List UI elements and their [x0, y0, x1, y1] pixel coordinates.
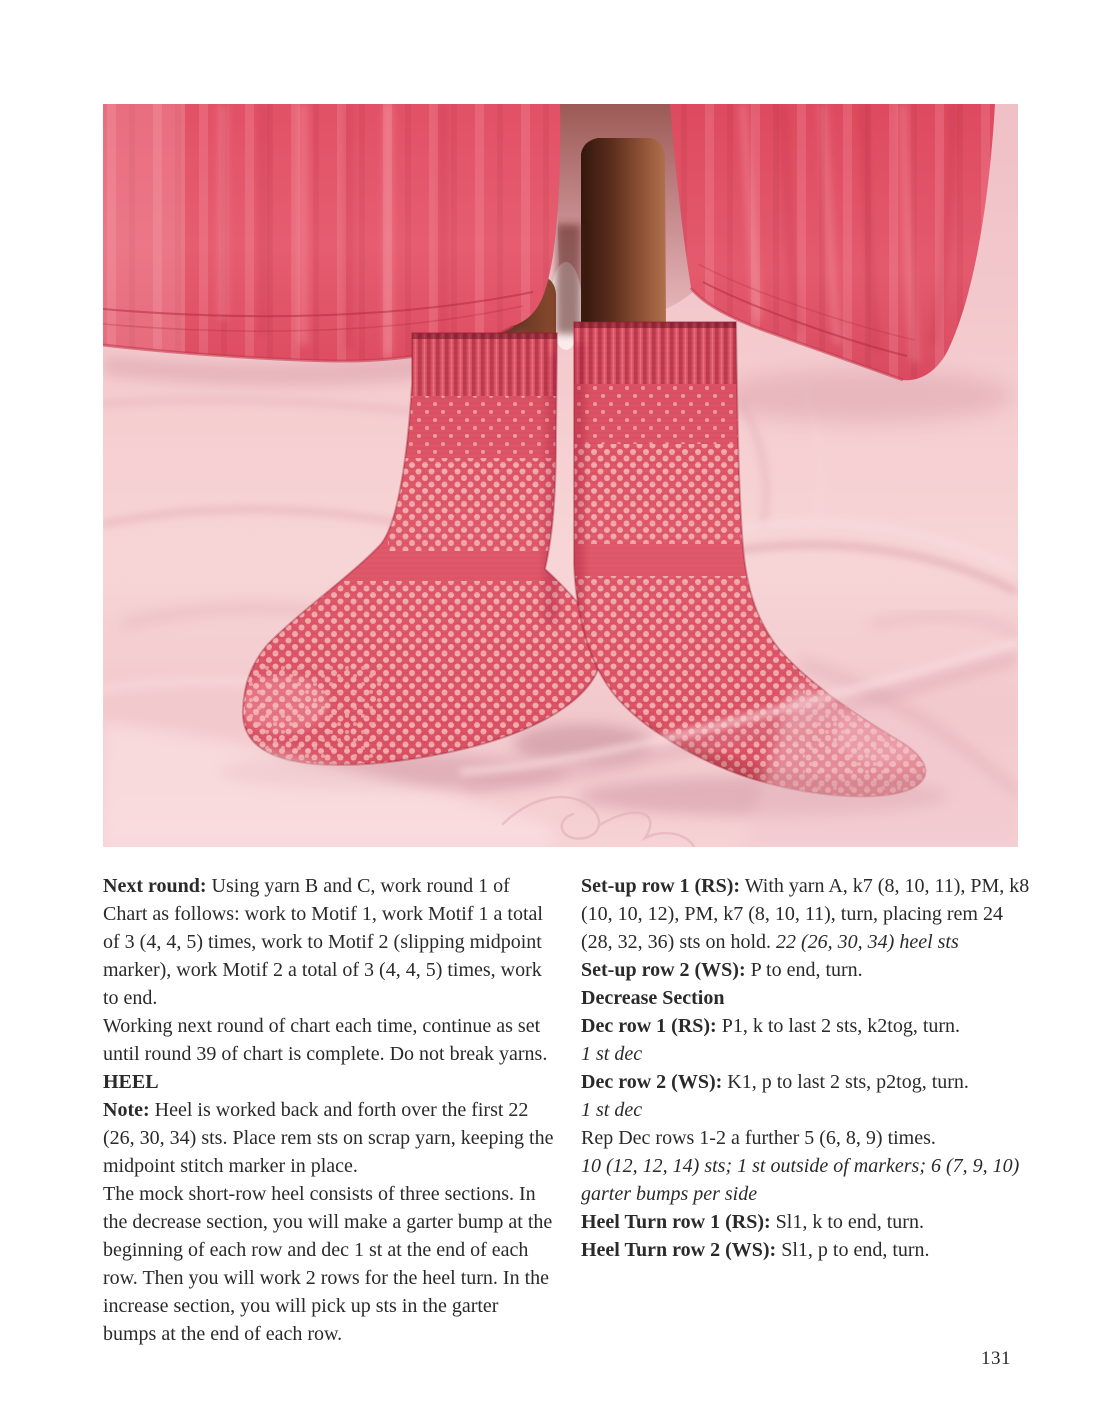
paragraph-text: Sl1, k to end, turn. [770, 1211, 924, 1233]
run-in-label-next-round: Next round: [103, 875, 207, 897]
paragraph-setup-row-1 [581, 872, 1033, 956]
stitch-count-italic: 1 st dec [581, 1043, 643, 1065]
paragraph-note [103, 1096, 555, 1180]
stitch-count-line [581, 1152, 1033, 1208]
paragraph-text: Heel is worked back and forth over the first 22 (26, 30, 34) sts. Place rem sts on scrap yarn, keeping the midpoint stitch marker in place. [103, 1099, 554, 1177]
skirt-shadow-right [713, 370, 1013, 422]
heading-decrease-section: Decrease Section [581, 987, 725, 1009]
paragraph-text: P1, k to last 2 sts, k2tog, turn. [716, 1015, 961, 1037]
stitch-count-line [581, 1040, 1033, 1068]
paragraph-setup-row-2 [581, 956, 1033, 984]
run-in-label-note: Note: [103, 1099, 150, 1121]
paragraph-next-round [103, 872, 555, 1012]
paragraph-text: P to end, turn. [745, 959, 863, 981]
paragraph-text: Sl1, p to end, turn. [776, 1239, 930, 1261]
paragraph-heel-turn-1 [581, 1208, 1033, 1236]
stitch-count-italic: 1 st dec [581, 1099, 643, 1121]
run-in-label-setup1: Set-up row 1 (RS): [581, 875, 741, 897]
right-leg [581, 138, 666, 329]
run-in-label-setup2: Set-up row 2 (WS): [581, 959, 746, 981]
paragraph-dec-row-2 [581, 1068, 1033, 1096]
stitch-count-italic: 10 (12, 12, 14) sts; 1 st outside of markers; 6 (7, 9, 10) garter bumps per side [581, 1155, 1020, 1205]
run-in-label-heel-turn2: Heel Turn row 2 (WS): [581, 1239, 777, 1261]
paragraph-text: With yarn A, k7 (8, 10, 11), PM, k8 (10, 10, 12), PM, k7 (8, 10, 11), turn, placing rem 24 (28, 32, 36) sts on hold. [581, 875, 1030, 953]
sock-photo-illustration [103, 104, 1018, 847]
stitch-count-line [581, 1096, 1033, 1124]
left-column [103, 872, 555, 1348]
stitch-count-italic: 22 (26, 30, 34) heel sts [776, 931, 959, 953]
paragraph-dec-row-1 [581, 1012, 1033, 1040]
paragraph-heel-turn-2 [581, 1236, 1033, 1264]
paragraph-text: K1, p to last 2 sts, p2tog, turn. [722, 1071, 969, 1093]
paragraph-rep-dec: Rep Dec rows 1-2 a further 5 (6, 8, 9) times. [581, 1127, 936, 1149]
run-in-label-dec2: Dec row 2 (WS): [581, 1071, 723, 1093]
skirt-left-panel [103, 104, 563, 364]
right-column [581, 872, 1033, 1264]
run-in-label-heel-turn1: Heel Turn row 1 (RS): [581, 1211, 771, 1233]
run-in-label-dec1: Dec row 1 (RS): [581, 1015, 717, 1037]
sock-photo [103, 104, 1018, 847]
page-number: 131 [981, 1348, 1011, 1369]
heading-heel: HEEL [103, 1071, 159, 1093]
paragraph-mock-heel: The mock short-row heel consists of three sections. In the decrease section, you will make a garter bump at the beginning of each row and dec 1 st at the end of each row. Then you will work 2 rows for the heel turn. In the increase section, you will pick up sts in the garter bumps at the end of each row. [103, 1183, 553, 1345]
paragraph-working: Working next round of chart each time, continue as set until round 39 of chart is complete. Do not break yarns. [103, 1015, 548, 1065]
paragraph-text: Using yarn B and C, work round 1 of Chart as follows: work to Motif 1, work Motif 1 a total of 3 (4, 4, 5) times, work to Motif 2 (slipping midpoint marker), work Motif 2 a total of 3 (4, 4, 5) times, work to end. [103, 875, 543, 1009]
